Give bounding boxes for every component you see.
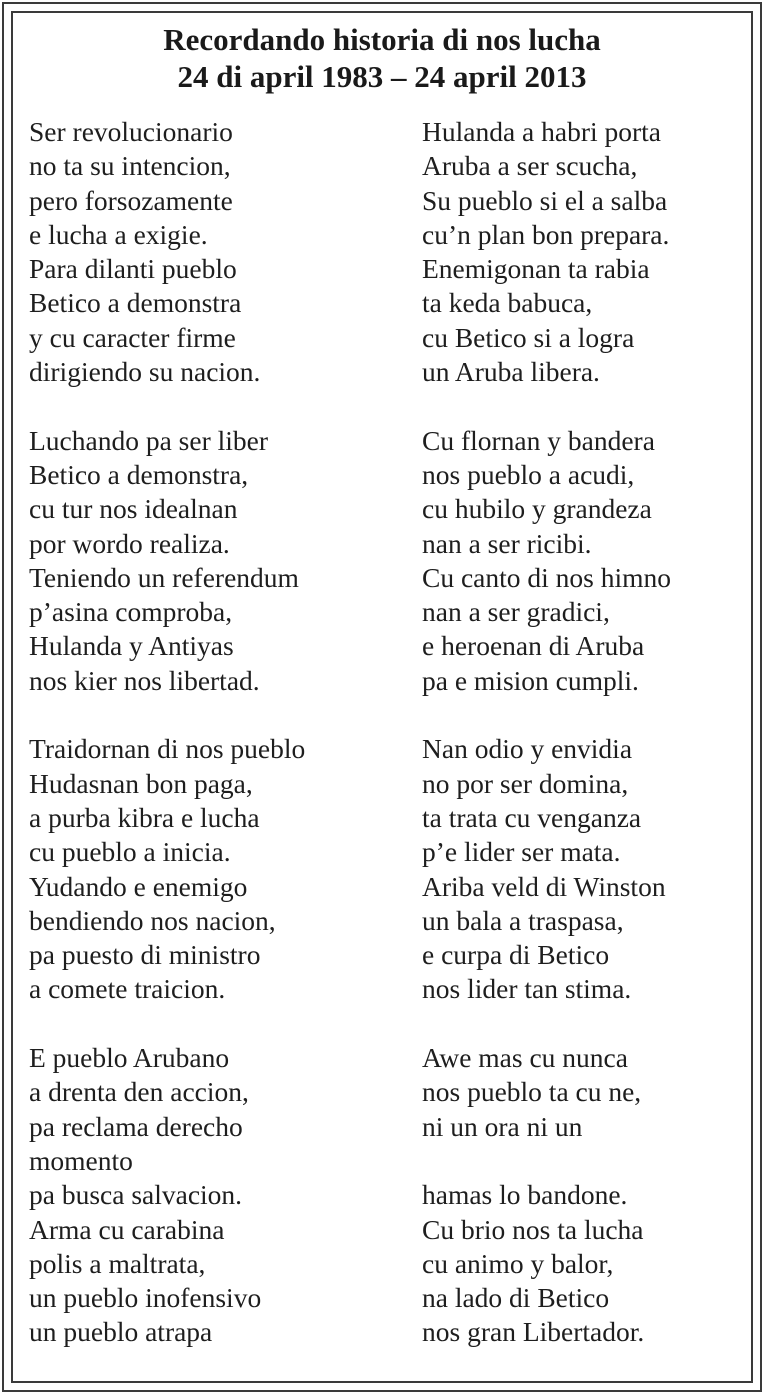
- poem-line: ni un ora ni un: [422, 1110, 583, 1142]
- poem-line: nos gran Libertador.: [422, 1316, 645, 1348]
- poem-line: a drenta den accion,: [29, 1076, 249, 1108]
- poem-line: Cu canto di nos himno: [422, 561, 672, 593]
- poem-line: un Aruba libera.: [422, 356, 600, 388]
- right-stanza-1: [422, 115, 671, 389]
- poem-line: no ta su intencion,: [29, 150, 231, 182]
- poem-line: Ser revolucionario: [29, 116, 233, 147]
- poem-line: e curpa di Betico: [422, 939, 610, 971]
- poem-line: nos pueblo a acudi,: [422, 458, 635, 490]
- poem-line: nan a ser ricibi.: [422, 527, 592, 559]
- poem-line: cu hubilo y grandeza: [422, 493, 652, 525]
- poem-line: Hulanda y Antiyas: [29, 630, 234, 662]
- poem-line: Traidornan di nos pueblo: [29, 733, 306, 765]
- poem-line: Enemigonan ta rabia: [422, 253, 650, 285]
- poem-line: hamas lo bandone.: [422, 1179, 628, 1211]
- poem-line: Cu brio nos ta lucha: [422, 1213, 644, 1245]
- poem-line: Ariba veld di Winston: [422, 870, 666, 902]
- poem-line: [422, 1144, 671, 1178]
- poem-line: na lado di Betico: [422, 1282, 610, 1314]
- poem-line: pa puesto di ministro: [29, 939, 261, 971]
- poem-line: por wordo realiza.: [29, 527, 230, 559]
- poem-line: polis a maltrata,: [29, 1247, 206, 1279]
- poem-left-column: [29, 115, 305, 1384]
- poem-line: Para dilanti pueblo: [29, 253, 237, 285]
- poem-line: nan a ser gradici,: [422, 596, 610, 628]
- poem-line: pa reclama derecho: [29, 1110, 243, 1142]
- left-stanza-3: [29, 732, 305, 1006]
- poem-line: un bala a traspasa,: [422, 904, 624, 936]
- poem-line: cu animo y balor,: [422, 1247, 614, 1279]
- poem-line: Teniendo un referendum: [29, 561, 299, 593]
- poem-line: un pueblo atrapa: [29, 1316, 213, 1348]
- poem-line: a purba kibra e lucha: [29, 801, 260, 833]
- poem-line: pero forsozamente: [29, 184, 233, 216]
- poem-line: un pueblo inofensivo: [29, 1282, 262, 1314]
- poem-line: p’asina comproba,: [29, 596, 233, 628]
- poem-line: nos lider tan stima.: [422, 973, 632, 1005]
- left-stanza-2: [29, 424, 305, 698]
- poem-date-range: 24 di april 1983 – 24 april 2013: [177, 59, 587, 94]
- left-stanza-1: [29, 115, 305, 389]
- poem-line: Betico a demonstra: [29, 287, 242, 319]
- poem-line: cu Betico si a logra: [422, 321, 635, 353]
- poem-line: dirigiendo su nacion.: [29, 356, 261, 388]
- poem-line: Awe mas cu nunca: [422, 1042, 628, 1074]
- poem-line: Cu flornan y bandera: [422, 424, 655, 456]
- poem-line: Arma cu carabina: [29, 1213, 225, 1245]
- poem-line: Aruba a ser scucha,: [422, 150, 638, 182]
- poem-line: nos kier nos libertad.: [29, 664, 260, 696]
- poem-title: Recordando historia di nos lucha: [163, 22, 601, 57]
- right-stanza-2: [422, 424, 671, 698]
- poem-line: Betico a demonstra,: [29, 458, 249, 490]
- poem-line: ta keda babuca,: [422, 287, 593, 319]
- poem-line: pa busca salvacion.: [29, 1179, 243, 1211]
- right-stanza-3: [422, 732, 671, 1006]
- poem-line: a comete traicion.: [29, 973, 226, 1005]
- poem-line: cu’n plan bon prepara.: [422, 218, 670, 250]
- poem-line: bendiendo nos nacion,: [29, 904, 276, 936]
- poem-line: p’e lider ser mata.: [422, 836, 621, 868]
- poem-right-column: [422, 115, 671, 1384]
- poem-line: Yudando e enemigo: [29, 870, 248, 902]
- poem-line: Hudasnan bon paga,: [29, 767, 253, 799]
- poem-line: nos pueblo ta cu ne,: [422, 1076, 642, 1108]
- poem-line: Nan odio y envidia: [422, 733, 633, 765]
- poem-line: e heroenan di Aruba: [422, 630, 645, 662]
- poem-line: cu pueblo a inicia.: [29, 836, 231, 868]
- poem-line: cu tur nos idealnan: [29, 493, 238, 525]
- poem-line: pa e mision cumpli.: [422, 664, 639, 696]
- poem-line: no por ser domina,: [422, 767, 629, 799]
- poem-line: y cu caracter firme: [29, 321, 236, 353]
- poem-line: Su pueblo si el a salba: [422, 184, 668, 216]
- poem-line: Hulanda a habri porta: [422, 116, 662, 147]
- right-stanza-4: [422, 1041, 671, 1350]
- poem-line: ta trata cu venganza: [422, 801, 642, 833]
- poem-line: E pueblo Arubano: [29, 1042, 230, 1074]
- poem-line: momento: [29, 1144, 133, 1176]
- poem-line: e lucha a exigie.: [29, 218, 208, 250]
- poem-line: Luchando pa ser liber: [29, 424, 269, 456]
- left-stanza-4: [29, 1041, 305, 1350]
